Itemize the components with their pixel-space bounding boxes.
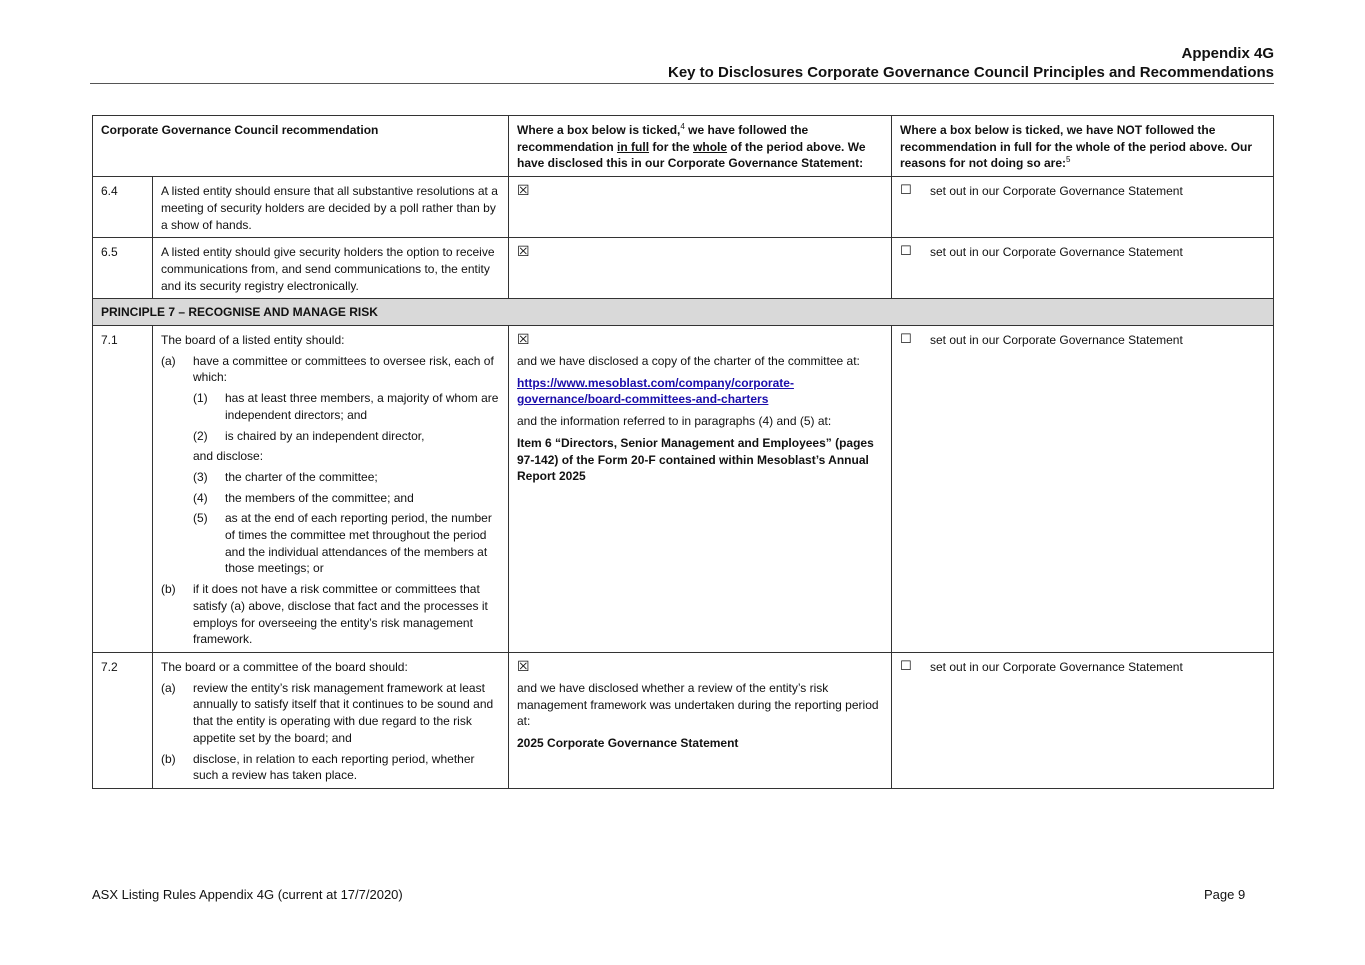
not-followed-cell — [892, 238, 1274, 299]
footer-page-number: Page 9 — [1204, 887, 1246, 902]
followed-cell — [509, 177, 892, 238]
not-followed-text: set out in our Corporate Governance Statement — [930, 245, 1183, 260]
footnote-ref-5: 5 — [1066, 155, 1071, 165]
charter-link[interactable]: https://www.mesoblast.com/company/corporate-governance/board-committees-and-charters — [517, 375, 794, 407]
list-item: (3) the charter of the committee; — [193, 469, 378, 484]
list-item: (a) review the entity’s risk management framework at least annually to satisfy itself that it continues to be sound and that the entity is operating with due regard to the risk appetite set by the board; and — [161, 680, 494, 745]
list-item: (2) is chaired by an independent director, — [193, 428, 425, 443]
followed-cell — [509, 238, 892, 299]
footer-source: ASX Listing Rules Appendix 4G (current at 17/7/2020) — [92, 887, 403, 902]
checked-box-icon[interactable]: ☒ — [517, 244, 530, 261]
rec-number: 7.2 — [93, 652, 153, 788]
recommendations-table — [92, 115, 1274, 789]
rec-number: 6.5 — [93, 238, 153, 299]
not-followed-cell — [892, 326, 1274, 653]
footnote-ref-4: 4 — [680, 122, 685, 131]
followed-cell: ☒ and we have disclosed a copy of the charter of the committee at: https://www.mesoblast.com/company/corporate-governance/board-committees-and-charters and the information referred to in paragraphs (4) and (5) at: Item 6 “Directors, Senior Management and Employees” (pages 97-142) of the Form 20-F contained within Mesoblast’s Annual Report 2025 — [509, 326, 892, 653]
list-item: (b) disclose, in relation to each reporting period, whether such a review has taken place. — [161, 751, 475, 783]
list-item: (1) has at least three members, a majority of whom are independent directors; and — [193, 391, 499, 422]
col-header-not-followed: Where a box below is ticked, we have NOT followed the recommendation in full for the whole of the period above. Our reasons for not doing so are:$^5$ — [892, 116, 1274, 177]
page-header — [90, 44, 1274, 84]
table-row — [93, 652, 1274, 788]
table-row — [93, 326, 1274, 653]
rec-text: The board or a committee of the board should: (a) review the entity’s risk management framework at least annually to satisfy itself that it continues to be sound and that the entity is operating with due regard to the risk appetite set by the board; and (b) disclose, in relation to each reporting period, whether such a review has taken place. — [153, 652, 509, 788]
rec-number: 6.4 — [93, 177, 153, 238]
header-subtitle: Key to Disclosures Corporate Governance Council Principles and Recommendations — [668, 64, 1274, 81]
principle-7-heading: PRINCIPLE 7 – RECOGNISE AND MANAGE RISK — [93, 299, 1274, 326]
checked-box-icon[interactable]: ☒ — [517, 658, 530, 675]
table-row — [93, 177, 1274, 238]
checked-box-icon[interactable]: ☒ — [517, 183, 530, 200]
rec-text: A listed entity should give security holders the option to receive communications from, and send communications to, the entity and its security registry electronically. — [153, 238, 509, 299]
unchecked-box-icon[interactable]: ☐ — [900, 244, 912, 260]
not-followed-cell — [892, 652, 1274, 788]
followed-cell: ☒ and we have disclosed whether a review of the entity’s risk management framework was undertaken during the reporting period at: 2025 Corporate Governance Statement — [509, 652, 892, 788]
list-item: (4) the members of the committee; and — [193, 490, 414, 505]
checked-box-icon[interactable]: ☒ — [517, 332, 530, 349]
table-header-row — [93, 116, 1274, 177]
unchecked-box-icon[interactable]: ☐ — [900, 332, 912, 348]
rec-text: A listed entity should ensure that all substantive resolutions at a meeting of security holders are decided by a poll rather than by a show of hands. — [153, 177, 509, 238]
principle-heading-row — [93, 299, 1274, 326]
col-header-followed: Where a box below is ticked,$^4$ we have followed the recommendation in full for the whole of the period above. We have disclosed this in our Corporate Governance Statement: — [509, 116, 892, 177]
col-header-recommendation: Corporate Governance Council recommendation — [93, 116, 509, 177]
rec-number: 7.1 — [93, 326, 153, 653]
unchecked-box-icon[interactable]: ☐ — [900, 183, 912, 199]
rec-text: The board of a listed entity should: (a) have a committee or committees to oversee risk, each of which: (1) has at least three members, a majority of whom are independent directors; and (2) is chaired by an independent director, and disclose: (3) the charter of the committee; (4) the members of the committee; and (5) as at the end of each reporting period, the number of times the committee met throughout the period and the individual attendances of the members at those meetings; or (b) if it does not have a risk committee or committees that satisfy (a) above, disclose that fact and the processes it employs for overseeing the entity’s risk management framework. — [153, 326, 509, 653]
list-item: (5) as at the end of each reporting period, the number of times the committee met throughout the period and the individual attendances of the members at those meetings; or — [193, 511, 492, 576]
table-row — [93, 238, 1274, 299]
not-followed-text: set out in our Corporate Governance Statement — [930, 333, 1183, 348]
list-item: (b) if it does not have a risk committee or committees that satisfy (a) above, disclose that fact and the processes it employs for overseeing the entity’s risk management framework. — [161, 582, 488, 647]
unchecked-box-icon[interactable]: ☐ — [900, 658, 912, 674]
not-followed-text: set out in our Corporate Governance Statement — [930, 659, 1183, 674]
not-followed-cell — [892, 177, 1274, 238]
not-followed-text: set out in our Corporate Governance Statement — [930, 184, 1183, 199]
list-item: (a) have a committee or committees to oversee risk, each of which: — [161, 353, 494, 385]
header-title: Appendix 4G — [1181, 45, 1274, 62]
